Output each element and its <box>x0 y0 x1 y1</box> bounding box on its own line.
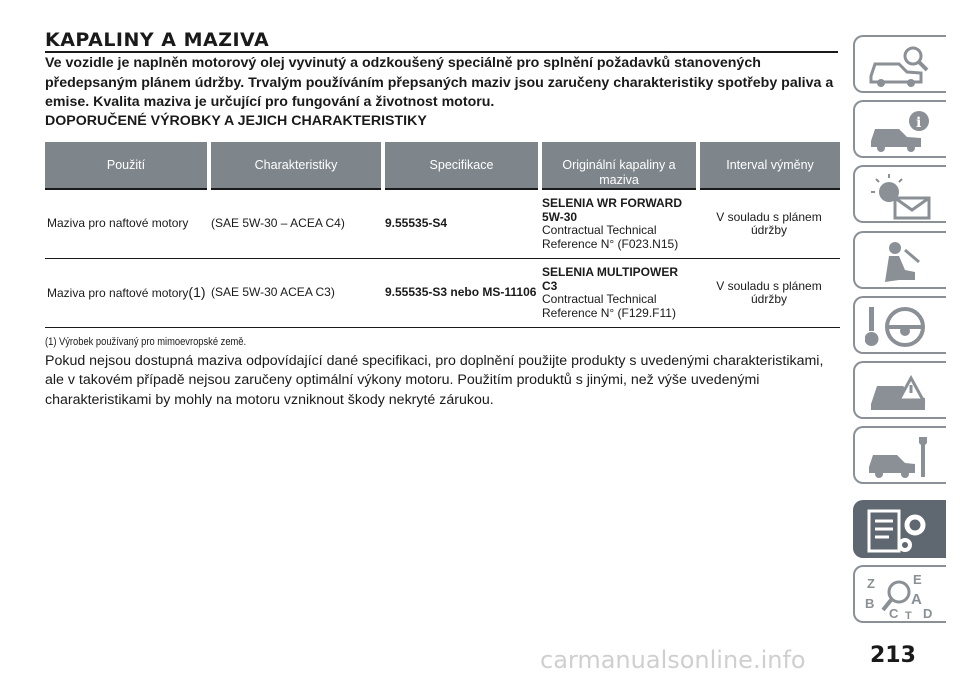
usage-cell <box>45 189 209 259</box>
characteristics-cell: (SAE 5W-30 ACEA C3) <box>209 259 383 328</box>
index-letter: E <box>913 572 922 587</box>
usage-text: Maziva pro naftové motory <box>47 216 189 231</box>
key-steering-wheel-icon <box>865 303 937 351</box>
chapter-tab-index[interactable] <box>853 565 946 623</box>
alphabetical-index-icon <box>865 572 937 620</box>
chapter-tab-information[interactable] <box>853 100 946 158</box>
car-info-icon <box>865 107 937 155</box>
warning-paragraph: Pokud nejsou dostupná maziva odpovídající dané specifikaci, pro doplnění použijte produkty s uvedenými charakteristikami, ale v takovém případě nejsou zaručeny optimální výkony motoru. Použitím produktů s jinými, než výše uvedenými charakteristikami by mohly na motoru vzniknout škody nekryté zárukou. <box>45 353 824 408</box>
car-search-icon <box>865 42 937 90</box>
chapter-tab-emergency[interactable] <box>853 361 946 419</box>
car-wrench-icon <box>865 433 937 481</box>
page-number: 213 <box>870 643 916 668</box>
index-letter: T <box>905 610 912 620</box>
header-specification: Specifikace <box>383 142 540 189</box>
usage-cell <box>45 259 209 328</box>
interval-cell: V souladu s plánem údržby <box>698 189 840 259</box>
footnote-ref: (1) <box>188 283 206 300</box>
footnote: (1) Výrobek používaný pro mimoevropské země. <box>45 336 247 348</box>
svg-text:i: i <box>916 115 922 131</box>
index-letter: A <box>911 591 922 608</box>
index-letter: D <box>923 606 933 620</box>
index-letter: Z <box>867 576 875 591</box>
header-characteristics: Charakteristiky <box>209 142 383 189</box>
product-name: SELENIA MULTIPOWER C3 <box>542 265 678 293</box>
watermark: carmanualsonline.info <box>540 646 806 674</box>
section-heading: DOPORUČENÉ VÝROBKY A JEJICH CHARAKTERISTIKY <box>45 113 427 129</box>
title-divider <box>45 51 838 53</box>
chapter-tab-maintenance[interactable] <box>853 426 946 484</box>
characteristics-cell: (SAE 5W-30 – ACEA C4) <box>209 189 383 259</box>
table-header-row <box>45 142 840 189</box>
product-reference: Contractual Technical Reference N° (F129.F11) <box>542 292 676 320</box>
product-reference: Contractual Technical Reference N° (F023.N15) <box>542 223 679 251</box>
warning-light-message-icon <box>865 172 937 220</box>
product-cell <box>540 189 698 259</box>
table-row <box>45 189 840 259</box>
chapter-tab-warnings[interactable] <box>853 165 946 223</box>
header-usage: Použití <box>45 142 209 189</box>
product-cell <box>540 259 698 328</box>
car-breakdown-icon <box>865 368 937 416</box>
chapter-tab-starting-driving[interactable] <box>853 296 946 354</box>
header-change-interval: Interval výměny <box>698 142 840 189</box>
interval-cell: V souladu s plánem údržby <box>698 259 840 328</box>
chapter-tab-safety[interactable] <box>853 231 946 289</box>
lubricants-table <box>45 142 840 328</box>
index-letter: B <box>865 596 875 611</box>
specs-gear-icon <box>865 507 937 555</box>
intro-paragraph: Ve vozidle je naplněn motorový olej vyvinutý a odzkoušený speciálně pro splnění požadavků stanovených předepsaným plánem údržby. Trvalým používáním přepsaných maziv jsou zaručeny charakteristiky spotřeby paliva a emise. Kvalita maziva je určující pro fungování a životnost motoru. <box>45 55 834 110</box>
chapter-tab-vehicle-knowledge[interactable] <box>853 35 946 93</box>
index-letter: C <box>889 606 899 620</box>
header-original-fluids: Originální kapaliny a maziva <box>540 142 698 189</box>
page-title: KAPALINY A MAZIVA <box>45 29 270 51</box>
table-row <box>45 259 840 328</box>
airbag-seat-icon <box>865 238 937 286</box>
usage-text: Maziva pro naftové motory <box>47 285 189 300</box>
chapter-tab-technical-data[interactable] <box>853 500 946 558</box>
specification-cell: 9.55535-S4 <box>383 189 540 259</box>
specification-cell: 9.55535-S3 nebo MS-11106 <box>383 259 540 328</box>
product-name: SELENIA WR FORWARD 5W-30 <box>542 196 682 224</box>
